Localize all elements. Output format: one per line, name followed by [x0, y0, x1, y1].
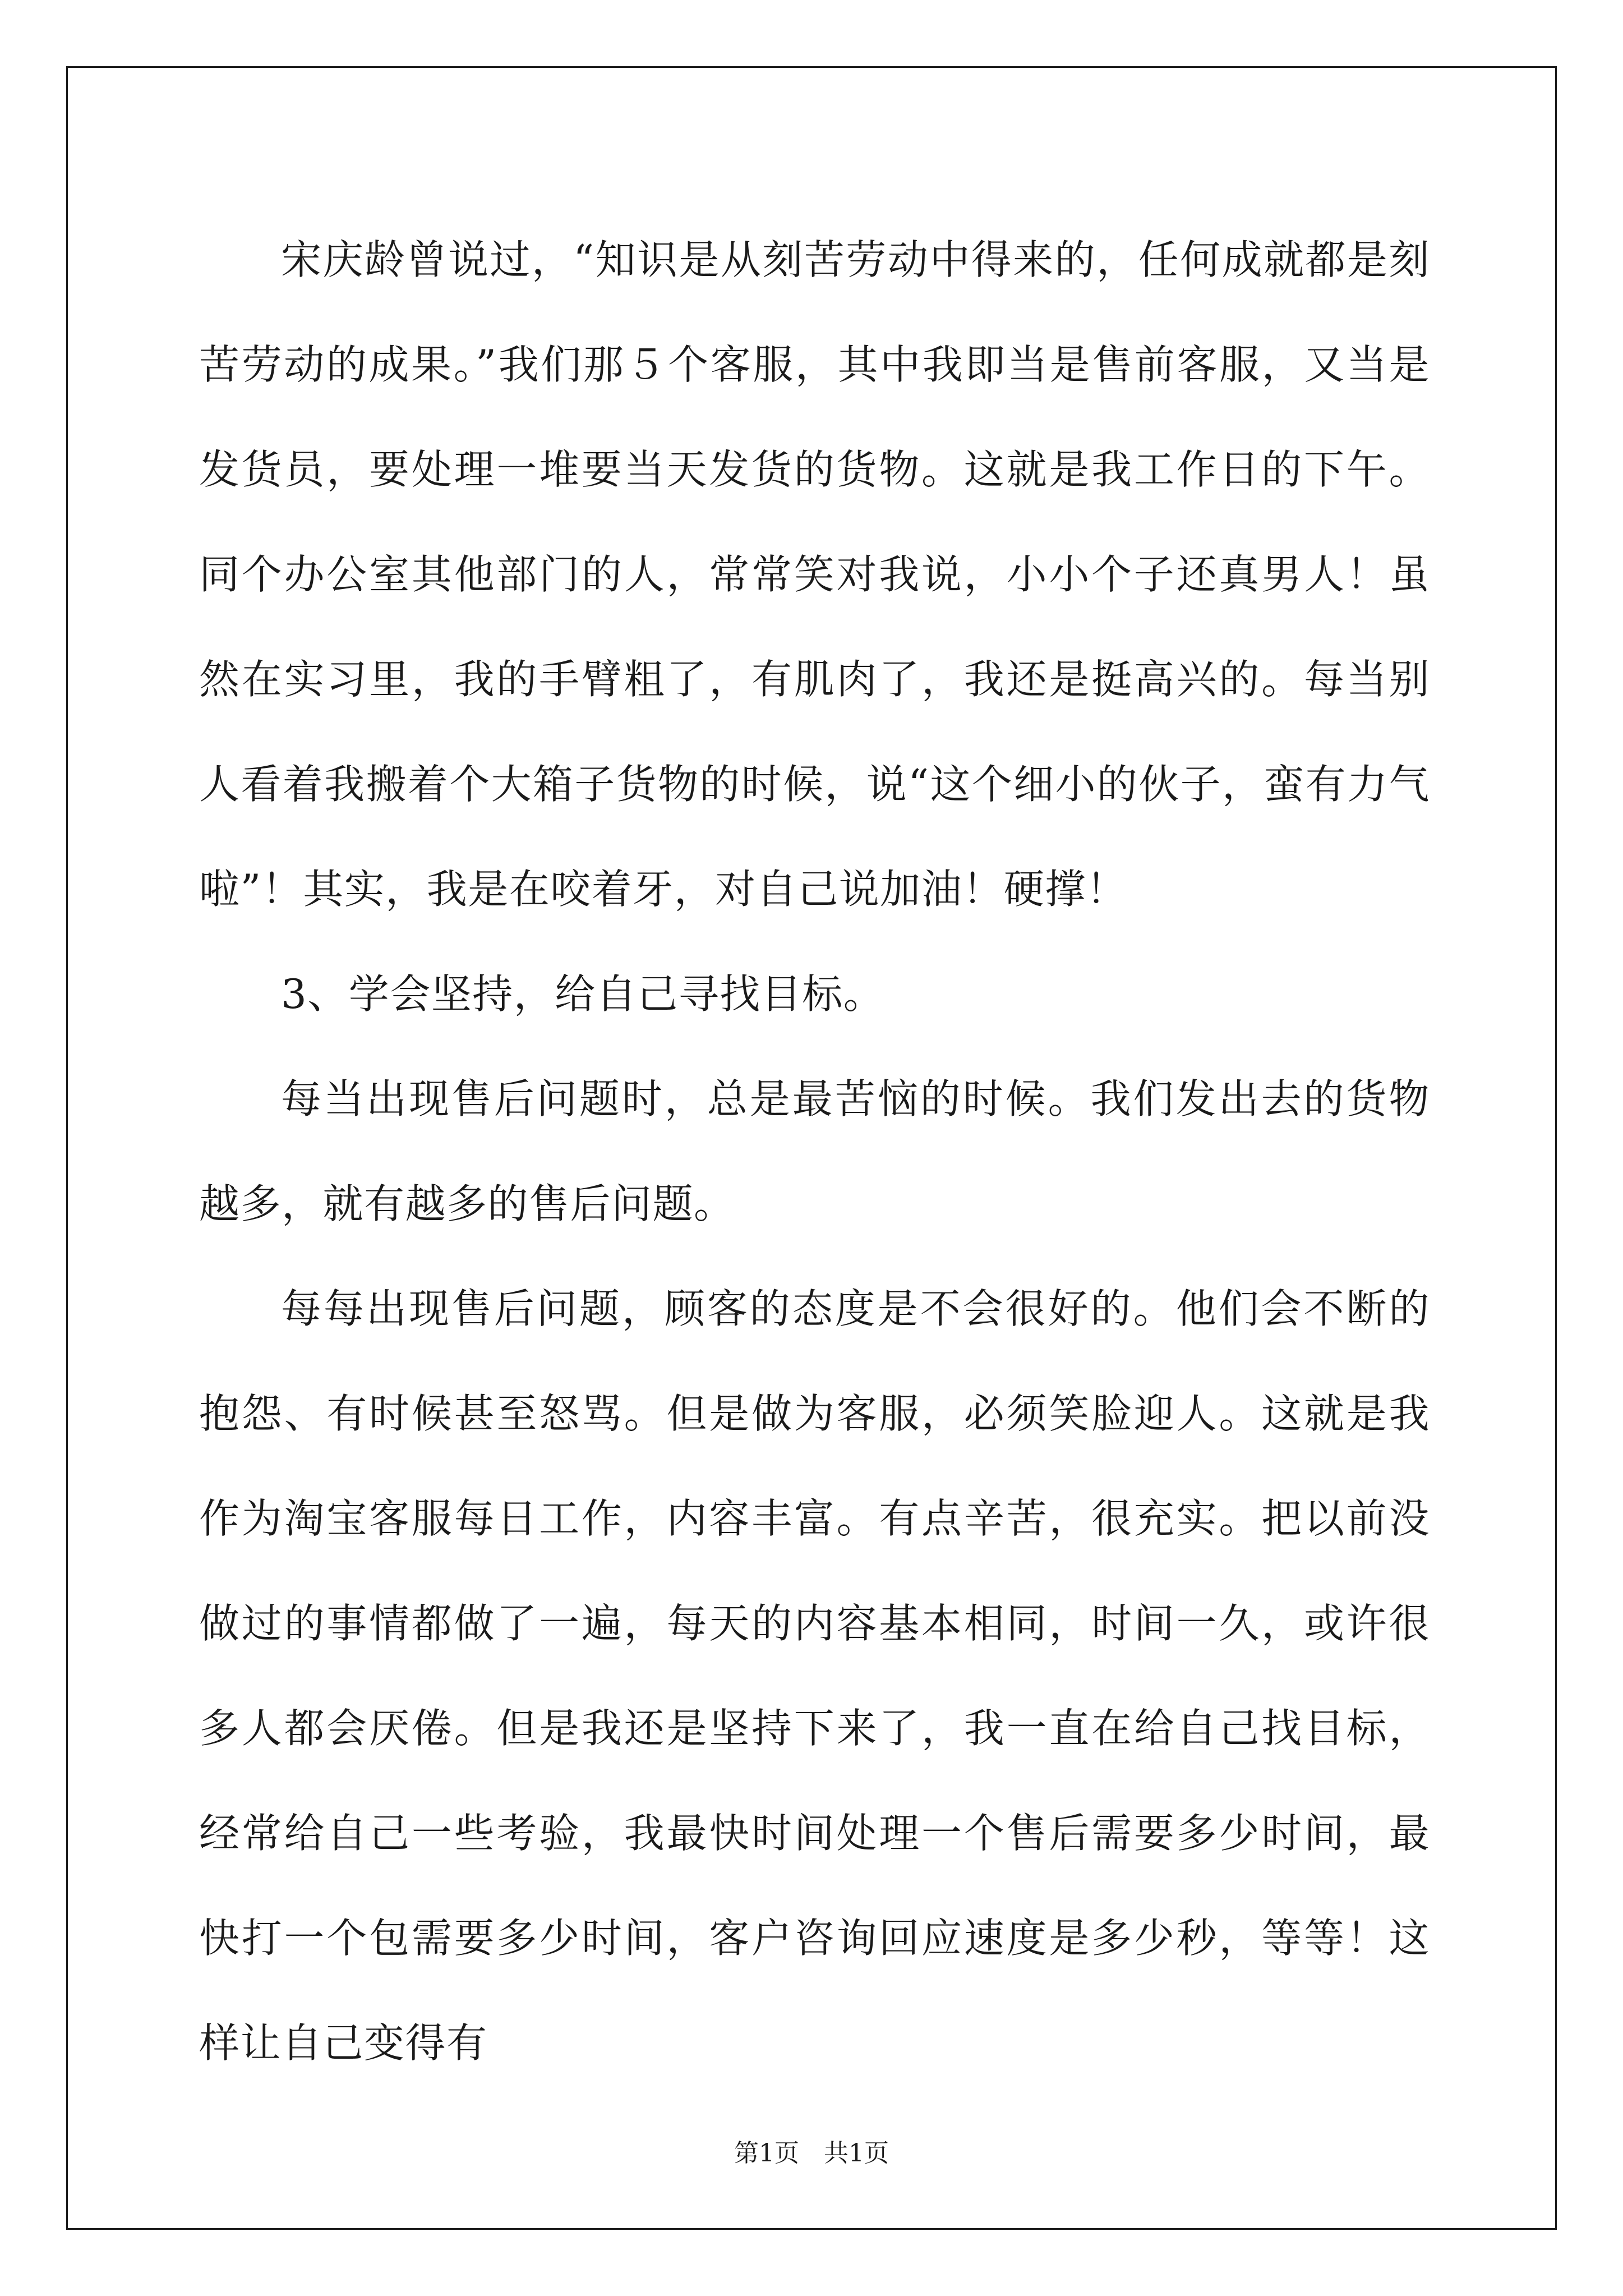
page-footer: 第1页 共1页	[734, 2139, 889, 2168]
paragraph-2: 3、学会坚持，给自己寻找目标。	[281, 970, 885, 1018]
paragraph-4: 每每出现售后问题，顾客的态度是不会很好的。他们会不断的抱怨、有时候甚至怒骂。但是做为客服，必须笑脸迎人。这就是我作为淘宝客服每日工作，内容丰富。有点辛苦，很充实。把以前没做过的事情都做了一遍，每天的内容基本相同，时间一久，或许很多人都会厌倦。但是我还是坚持下来了，我一直在给自己找目标，经常给自己一些考验，我最快时间处理一个售后需要多少时间，最快打一个包需要多少时间，客户咨询回应速度是多少秒，等等！这样让自己变得有	[199, 1285, 1430, 2067]
paragraph-1: 宋庆龄曾说过，“知识是从刻苦劳动中得来的，任何成就都是刻苦劳动的成果。”我们那５个客服，其中我即当是售前客服，又当是发货员，要处理一堆要当天发货的货物。这就是我工作日的下午。同个办公室其他部门的人，常常笑对我说，小小个子还真男人！虽然在实习里，我的手臂粗了，有肌肉了，我还是挺高兴的。每当别人看着我搬着个大箱子货物的时候，说“这个细小的伙子，蛮有力气啦”！其实，我是在咬着牙，对自己说加油！硬撑！	[199, 236, 1430, 913]
document-body	[199, 208, 1430, 2096]
paragraph-3: 每当出现售后问题时，总是最苦恼的时候。我们发出去的货物越多，就有越多的售后问题。	[199, 1075, 1430, 1227]
